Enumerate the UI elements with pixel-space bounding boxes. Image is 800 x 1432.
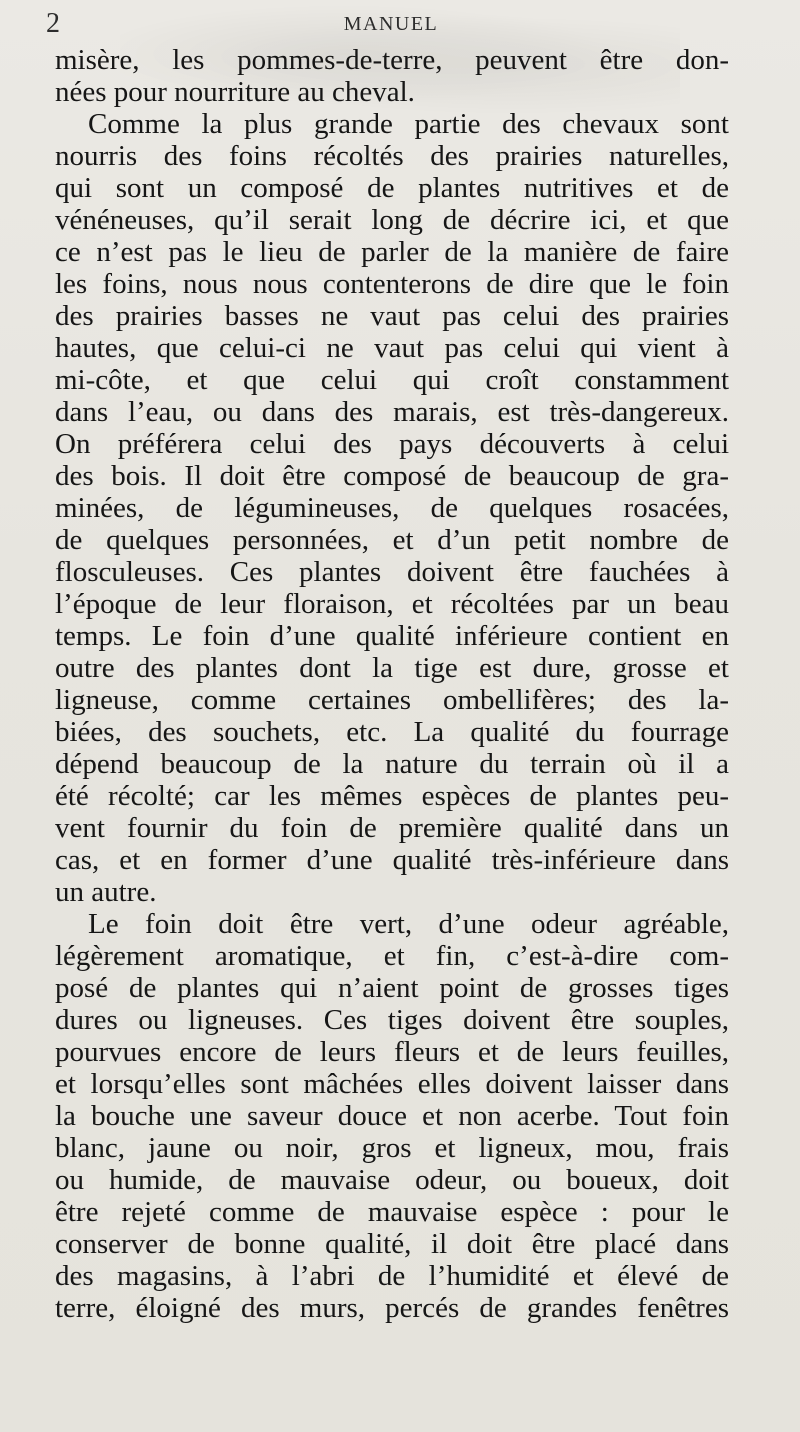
text-line: été récolté; car les mêmes espèces de plantes peu-: [55, 780, 729, 812]
text-line: dans l’eau, ou dans des marais, est très-dangereux.: [55, 396, 729, 428]
text-line: cas, et en former d’une qualité très-inférieure dans: [55, 844, 729, 876]
text-line: nées pour nourriture au cheval.: [55, 76, 415, 108]
text-line: des bois. Il doit être composé de beaucoup de gra-: [55, 460, 729, 492]
text-line: des magasins, à l’abri de l’humidité et élevé de: [55, 1260, 729, 1292]
text-line: nourris des foins récoltés des prairies naturelles,: [55, 140, 729, 172]
text-line: de quelques personnées, et d’un petit nombre de: [55, 524, 729, 556]
text-line: les foins, nous nous contenterons de dire que le foin: [55, 268, 729, 300]
text-line: la bouche une saveur douce et non acerbe. Tout foin: [55, 1100, 729, 1132]
text-line: Comme la plus grande partie des chevaux sont: [88, 108, 729, 140]
text-line: qui sont un composé de plantes nutritives et de: [55, 172, 729, 204]
text-line: hautes, que celui-ci ne vaut pas celui qui vient à: [55, 332, 729, 364]
text-line: conserver de bonne qualité, il doit être placé dans: [55, 1228, 729, 1260]
text-line: être rejeté comme de mauvaise espèce : pour le: [55, 1196, 729, 1228]
text-line: On préférera celui des pays découverts à celui: [55, 428, 729, 460]
text-line: l’époque de leur floraison, et récoltées par un beau: [55, 588, 729, 620]
text-line: légèrement aromatique, et fin, c’est-à-dire com-: [55, 940, 729, 972]
text-line: terre, éloigné des murs, percés de grandes fenêtres: [55, 1292, 729, 1324]
text-line: minées, de légumineuses, de quelques rosacées,: [55, 492, 729, 524]
text-line: mi-côte, et que celui qui croît constamment: [55, 364, 729, 396]
text-line: misère, les pommes-de-terre, peuvent être don-: [55, 44, 729, 76]
text-line: outre des plantes dont la tige est dure, grosse et: [55, 652, 729, 684]
text-line: posé de plantes qui n’aient point de grosses tiges: [55, 972, 729, 1004]
text-line: Le foin doit être vert, d’une odeur agréable,: [88, 908, 729, 940]
text-line: dures ou ligneuses. Ces tiges doivent être souples,: [55, 1004, 729, 1036]
page-number: 2: [46, 8, 60, 39]
running-title: MANUEL: [343, 13, 439, 35]
text-line: un autre.: [55, 876, 157, 908]
text-line: vent fournir du foin de première qualité dans un: [55, 812, 729, 844]
body-text: [55, 44, 729, 1324]
text-line: vénéneuses, qu’il serait long de décrire ici, et que: [55, 204, 729, 236]
running-head: [46, 8, 736, 42]
text-line: ou humide, de mauvaise odeur, ou boueux, doit: [55, 1164, 729, 1196]
text-line: biées, des souchets, etc. La qualité du fourrage: [55, 716, 729, 748]
text-line: des prairies basses ne vaut pas celui des prairies: [55, 300, 729, 332]
text-line: flosculeuses. Ces plantes doivent être fauchées à: [55, 556, 729, 588]
text-line: ligneuse, comme certaines ombellifères; des la-: [55, 684, 729, 716]
text-line: et lorsqu’elles sont mâchées elles doivent laisser dans: [55, 1068, 729, 1100]
text-line: temps. Le foin d’une qualité inférieure contient en: [55, 620, 729, 652]
text-line: blanc, jaune ou noir, gros et ligneux, mou, frais: [55, 1132, 729, 1164]
text-line: ce n’est pas le lieu de parler de la manière de faire: [55, 236, 729, 268]
text-line: pourvues encore de leurs fleurs et de leurs feuilles,: [55, 1036, 729, 1068]
text-line: dépend beaucoup de la nature du terrain où il a: [55, 748, 729, 780]
